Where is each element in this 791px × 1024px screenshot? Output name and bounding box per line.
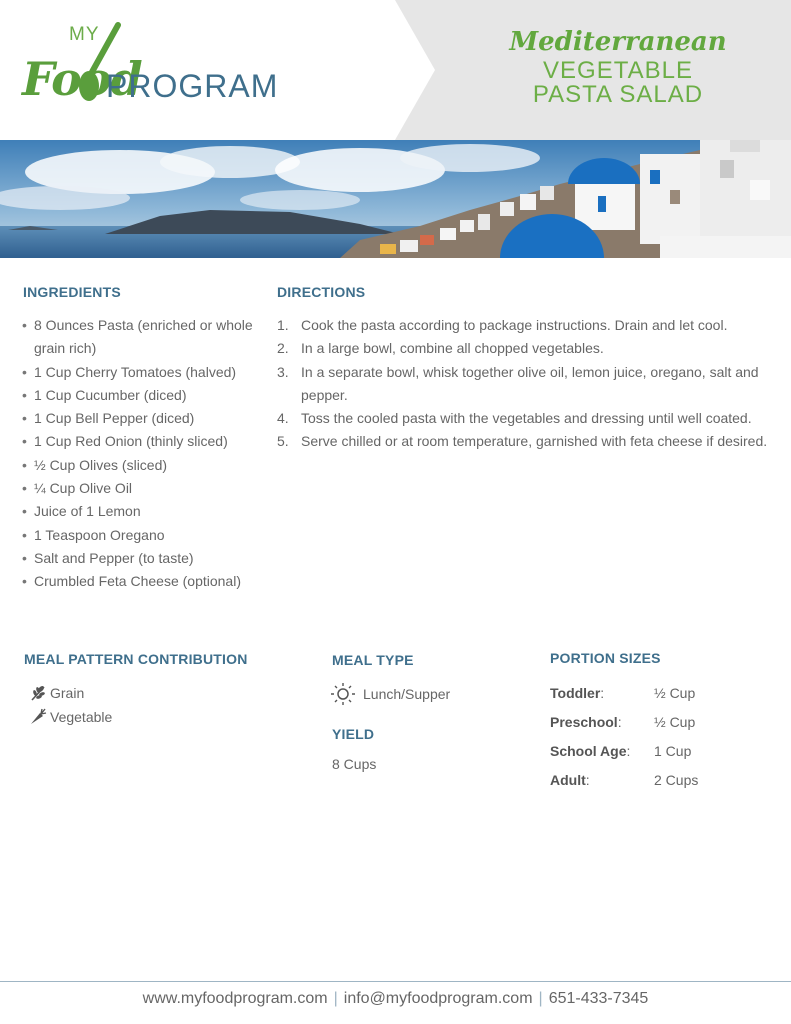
portion-label: Toddler: [550,685,605,701]
step-number: 1. [277,317,289,333]
yield-value: 8 Cups [332,756,377,772]
portion-value: 1 Cup [654,743,692,759]
ingredients-list [22,314,257,594]
footer-separator: | [333,990,338,1007]
list-item [277,407,772,430]
footer [0,990,791,1008]
directions-list [277,314,772,454]
logo-program: PROGRAM [106,68,279,104]
phone-number: 651-433-7345 [548,990,649,1007]
list-item: • 8 Ounces Pasta (enriched or whole grain rich) [22,314,257,361]
yield-heading: YIELD [332,726,375,742]
step-text: Cook the pasta according to package instructions. Drain and let cool. [301,317,728,333]
list-item: • Juice of 1 Lemon [22,500,257,523]
step-text: Toss the cooled pasta with the vegetables and dressing until well coated. [301,410,752,427]
footer-separator: | [538,990,543,1007]
meal-pattern-grain [29,684,229,704]
meal-type-row [330,682,530,706]
meal-pattern-heading: MEAL PATTERN CONTRIBUTION [24,651,248,667]
list-item [277,430,772,453]
meal-pattern-label: Vegetable [50,709,113,725]
step-number: 4. [277,410,289,427]
list-item: • Salt and Pepper (to taste) [22,547,257,570]
portion-sizes-heading: PORTION SIZES [550,650,661,666]
wheat-icon [29,684,47,702]
list-item: • 1 Cup Red Onion (thinly sliced) [22,430,257,453]
list-item: • 1 Cup Cucumber (diced) [22,384,257,407]
list-item: • Crumbled Feta Cheese (optional) [22,570,257,593]
step-number: 5. [277,433,289,450]
logo [22,22,312,114]
recipe-title-line-2: PASTA SALAD [532,81,704,108]
email-link[interactable]: info@myfoodprogram.com [343,990,533,1007]
list-item: • 1 Cup Cherry Tomatoes (halved) [22,361,257,384]
banner-photo [0,140,791,258]
footer-divider [0,981,791,982]
website-link[interactable]: www.myfoodprogram.com [142,990,328,1007]
carrot-icon [29,708,47,726]
portion-label: School Age: [550,743,631,759]
step-text: In a separate bowl, whisk together olive oil, lemon juice, oregano, salt and pepper. [301,363,759,403]
directions-heading: DIRECTIONS [277,284,366,300]
portion-label: Adult: [550,772,590,788]
portion-value: ½ Cup [654,685,696,701]
recipe-title [440,25,791,107]
portion-value: ½ Cup [654,714,696,730]
meal-pattern-vegetable [29,708,229,728]
logo-my: MY [69,24,100,45]
meal-pattern-label: Grain [50,685,85,701]
list-item [277,337,772,360]
list-item: • ¼ Cup Olive Oil [22,477,257,500]
list-item [277,361,772,408]
list-item: • 1 Cup Bell Pepper (diced) [22,407,257,430]
logo-food: Food [22,52,142,106]
meal-type-value: Lunch/Supper [363,686,451,702]
step-text: In a large bowl, combine all chopped vegetables. [301,340,604,357]
portion-value: 2 Cups [654,772,699,788]
step-number: 3. [277,363,289,380]
sun-icon [330,682,356,706]
list-item [277,314,772,337]
ingredients-heading: INGREDIENTS [23,284,121,300]
portion-label: Preschool: [550,714,622,730]
page-header [0,0,791,140]
recipe-title-line-1: VEGETABLE [543,57,693,84]
list-item: • ½ Cup Olives (sliced) [22,454,257,477]
step-text: Serve chilled or at room temperature, garnished with feta cheese if desired. [301,433,768,450]
step-number: 2. [277,340,289,357]
meal-type-heading: MEAL TYPE [332,652,414,668]
list-item: • 1 Teaspoon Oregano [22,524,257,547]
recipe-title-script: Mediterranean [509,27,727,57]
